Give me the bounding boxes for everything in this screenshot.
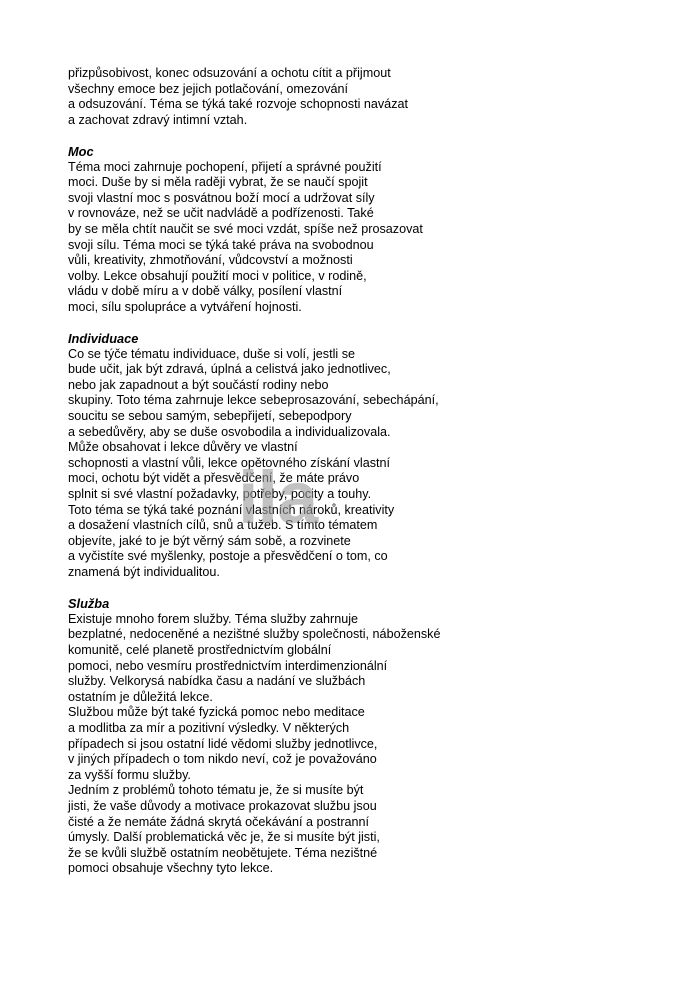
text-line: by se měla chtít naučit se své moci vzdát, spíše než prosazovat — [68, 221, 423, 236]
text-line: v rovnováze, než se učit nadvládě a podřízenosti. Také — [68, 206, 374, 221]
text-line: moci, sílu spolupráce a vytváření hojnosti. — [68, 299, 302, 314]
text-line: pomoci obsahuje všechny tyto lekce. — [68, 861, 274, 876]
text-line: přizpůsobivost, konec odsuzování a ochotu cítit a přijmout — [68, 66, 391, 80]
text-line: vůli, kreativity, zhmotňování, vůdcovství a možnosti — [68, 253, 353, 268]
text-line: pomoci, nebo vesmíru prostřednictvím interdimenzionální — [68, 658, 388, 673]
section-moc — [68, 144, 668, 316]
text-line: moci. Duše by si měla raději vybrat, že se naučí spojit — [68, 175, 368, 190]
section-sluzba — [68, 596, 668, 877]
section-heading-moc: Moc — [68, 143, 94, 159]
text-line: volby. Lekce obsahují použití moci v politice, v rodině, — [68, 268, 367, 283]
text-line: Jedním z problémů tohoto tématu je, že si musíte být — [68, 783, 364, 798]
text-line: v jiných případech o tom nikdo neví, což je považováno — [68, 752, 377, 767]
text-line: a sebedůvěry, aby se duše osvobodila a individualizovala. — [68, 424, 391, 439]
text-line: a vyčistíte své myšlenky, postoje a přesvědčení o tom, co — [68, 549, 388, 564]
text-line: Téma moci zahrnuje pochopení, přijetí a správné použití — [68, 159, 382, 174]
section-individuace — [68, 331, 668, 581]
text-line: svoji vlastní moc s posvátnou boží mocí a udržovat síly — [68, 190, 375, 205]
text-line: Toto téma se týká také poznání vlastních nároků, kreativity — [68, 502, 395, 517]
text-line: splnit si své vlastní požadavky, potřeby, pocity a touhy. — [68, 487, 372, 502]
watermark-logo: ila — [238, 456, 318, 539]
text-line: případech si jsou ostatní lidé vědomi služby jednotlivce, — [68, 736, 378, 751]
text-line: skupiny. Toto téma zahrnuje lekce sebeprosazování, sebechápání, — [68, 393, 439, 408]
text-line: nebo jak zapadnout a být součástí rodiny nebo — [68, 377, 329, 392]
text-line: moci, ochotu být vidět a přesvědčení, že máte právo — [68, 471, 360, 486]
text-line: bude učit, jak být zdravá, úplná a celistvá jako jednotlivec, — [68, 362, 391, 377]
text-line: a modlitba za mír a pozitivní výsledky. V některých — [68, 720, 350, 735]
text-line: znamená být individualitou. — [68, 565, 220, 579]
paragraph-gap — [68, 316, 668, 332]
text-line: schopnosti a vlastní vůli, lekce opětovného získání vlastní — [68, 455, 391, 470]
paragraph-gap — [68, 128, 668, 144]
text-line: soucitu se sebou samým, sebepřijetí, sebepodpory — [68, 409, 352, 424]
text-line: komunitě, celé planetě prostřednictvím globální — [68, 642, 332, 657]
text-line: čisté a že nemáte žádná skrytá očekávání a postranní — [68, 814, 370, 829]
text-line: bezplatné, nedoceněné a nezištné služby společnosti, náboženské — [68, 627, 441, 642]
text-line: Existuje mnoho forem služby. Téma služby zahrnuje — [68, 611, 359, 626]
text-line: svoji sílu. Téma moci se týká také práva na svobodnou — [68, 237, 374, 252]
section-heading-sluzba: Služba — [68, 596, 110, 612]
text-line: objevíte, jaké to je být věrný sám sobě, a rozvinete — [68, 533, 351, 548]
text-line: a dosažení vlastních cílů, snů a tužeb. S tímto tématem — [68, 518, 378, 533]
text-line: všechny emoce bez jejich potlačování, omezování — [68, 81, 349, 96]
text-line: a odsuzování. Téma se týká také rozvoje schopnosti navázat — [68, 97, 408, 112]
intro-paragraph — [68, 66, 668, 128]
text-line: Službou může být také fyzická pomoc nebo meditace — [68, 705, 365, 720]
text-line: že se kvůli službě ostatním neobětujete. Téma nezištné — [68, 845, 378, 860]
text-line: ostatním je důležitá lekce. — [68, 689, 213, 704]
text-line: a zachovat zdravý intimní vztah. — [68, 112, 248, 127]
text-line: za vyšší formu služby. — [68, 767, 191, 782]
text-line: úmysly. Další problematická věc je, že si musíte být jisti, — [68, 830, 380, 845]
text-line: jisti, že vaše důvody a motivace prokazovat službu jsou — [68, 798, 377, 813]
section-heading-individuace: Individuace — [68, 331, 139, 347]
text-line: vládu v době míru a v době války, posílení vlastní — [68, 284, 343, 299]
text-line: Co se týče tématu individuace, duše si volí, jestli se — [68, 346, 355, 361]
text-line: služby. Velkorysá nabídka času a nadání ve službách — [68, 674, 366, 689]
text-line: Může obsahovat i lekce důvěry ve vlastní — [68, 440, 298, 455]
document-body — [68, 66, 668, 877]
paragraph-gap — [68, 581, 668, 597]
